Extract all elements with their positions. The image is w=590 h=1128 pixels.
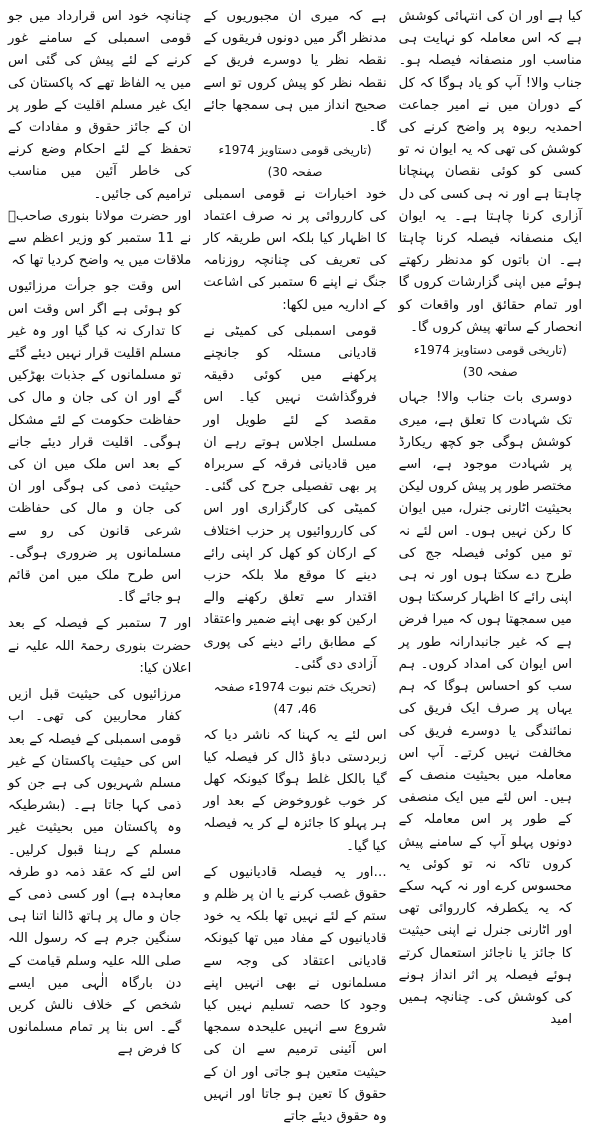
quote-paragraph: قومی اسمبلی کی کمیٹی نے قادیانی مسئلہ کو جانچنے پرکھنے میں کوئی دقیقہ فروگذاشت نہیں کیا۔ اس مقصد کے لئے طویل اور مسلسل اجلاس ہوتے رہے ان میں قادیانی فرقہ کے سربراہ پر بھی تفصیلی جرح کی گئی۔ کمیٹی کی کارگزاری اور اس کی کارروائیوں پر حزب اختلاف کے ارکان کو کھل کر اپنی رائے دینے کا موقع ملا بلکہ حزب اقتدار سے تعلق رکھنے والے ارکین کو بھی اپنے ضمیر واعتقاد کے مطابق رائے دینے کی پوری آزادی دی گئی۔ bbox=[203, 323, 377, 672]
paragraph: کیا ہے اور ان کی انتہائی کوشش ہے کہ اس معاملہ کو نہایت ہی مناسب اور منصفانہ فیصلہ ہو۔ جناب والا! آپ کو یاد ہوگا کہ کل کے دوران میں نے امیر جماعت احمدیہ ربوہ پر واضح کرنے کی کوشش کی تھی کہ یہ ایوان نہ تو کسی کو کوئی نقصان پہنچانا چاہتا ہے اور نہ ہی کسی کی دل آزاری کرنا چاہتا ہے۔ یہ ایوان ایک منصفانہ فیصلہ کرنا چاہتا ہے۔ ان باتوں کو مدنظر رکھتے ہوئے میں اپنی گزارشات کروں گا اور تمام حقائق اور واقعات کو انحصار کے ساتھ پیش کروں گا۔ bbox=[398, 9, 582, 335]
text-column-right bbox=[399, 6, 582, 1128]
text-column-left bbox=[8, 6, 191, 1128]
text-column-middle bbox=[203, 6, 386, 1128]
paragraph: ہے کہ میری ان مجبوریوں کے مدنظر اگر میں دونوں فریقوں کے نقطہ نظر یا دوسرے فریق کے نقطہ نظر کو پیش کروں تو اسے صحیح انداز میں ہی سمجھا جائے گا۔ bbox=[203, 9, 387, 136]
quote-paragraph: دوسری بات جناب والا! جہاں تک شہادت کا تعلق ہے، میری کوشش ہوگی جو کچھ ریکارڈ پر شہادت موجود ہے، اسے مختصر طور پر پیش کروں لیکن بحیثیت اٹارنی جنرل، میں ایوان کا رکن نہیں ہوں۔ اس لئے نہ تو میں کوئی فیصلہ جج کی طرح دے سکتا ہوں اور نہ ہی اپنی رائے کا اظہار کرسکتا ہوں میں سمجھتا ہوں کہ میرا فرض ہے کہ غیر جانبدارانہ طور پر اس ایوان کی امداد کروں۔ ہم سب کو احساس ہوگا کہ ہم یہاں پر صرف ایک فریق کی نمائندگی یا دوسرے فریق کی مخالفت نہیں کرتے۔ آپ اس معاملہ میں بحیثیت منصف کے ہیں۔ اس لئے میں ایک منصفی کے طور پر اس معاملہ کے دونوں پہلو آپ کے سامنے پیش کروں تاکہ نہ تو کوئی یہ محسوس کرے اور نہ کہہ سکے کہ یہ یکطرفہ کارروائی تھی اور اٹارنی جنرل نے اپنی حیثیت کا جائز یا ناجائز استعمال کرتے ہوئے فیصلہ پر اثر انداز ہونے کی کوشش کی۔ چنانچہ ہمیں امید bbox=[398, 390, 572, 1028]
citation: (تحریک ختم نبوت 1974ء صفحہ 46، 47) bbox=[213, 680, 377, 717]
paragraph: اور حضرت مولانا بنوری صاحبؒ نے 11 ستمبر کو وزیر اعظم سے ملاقات میں یہ واضح کردیا تھا کہ bbox=[8, 208, 192, 269]
paragraph: خود اخبارات نے قومی اسمبلی کی کارروائی پر نہ صرف اعتماد کا اظہار کیا بلکہ اس طریقہ کار کی تعریف کی چنانچہ روزنامہ جنگ نے اپنے 6 ستمبر کی اشاعت کے اداریہ میں لکھا: bbox=[203, 186, 387, 313]
paragraph: اس لئے یہ کہنا کہ ناشر دیا کہ زبردستی دباؤ ڈال کر فیصلہ کیا گیا بالکل غلط ہوگا کیونکہ کھل کر خوب غوروخوض کے بعد اور ہر پہلو کا جائزہ لے کر یہ فیصلہ کیا گیا۔ bbox=[203, 727, 387, 854]
paragraph: چنانچہ خود اس قرارداد میں جو قومی اسمبلی کے سامنے غور کرنے کے لئے پیش کی گئی اس میں یہ الفاظ تھے کہ پاکستان کی ایک غیر مسلم اقلیت کے طور پر ان کے جائز حقوق و مفادات کے تحفظ کے لئے احکام وضع کرنے کی خاطر آئین میں مناسب ترامیم کی جائیں۔ bbox=[8, 9, 192, 202]
quote-paragraph: اس وقت جو جرأت مرزائیوں کو ہوئی ہے اگر اس وقت اس کا تدارک نہ کیا گیا اور وہ غیر مسلم اقلیت قرار نہیں دیئے گئے تو مسلمانوں کے جذبات بھڑکیں گے اور ان کی جان و مال کی حفاظت حکومت کے لئے مشکل ہوگی۔ اقلیت قرار دیئے جانے کے بعد اس ملک میں ان کی حیثیت ذمی کی ہوگی اور ان کی جان و مال کی حفاظت شرعی قانون کی رو سے مسلمانوں پر ضروری ہوگی۔ اس طرح ملک میں امن قائم ہو جائے گا۔ bbox=[8, 279, 182, 606]
paragraph: اور 7 ستمبر کے فیصلہ کے بعد حضرت بنوری رحمۃ اللہ علیہ نے اعلان کیا: bbox=[8, 616, 192, 676]
citation: (تاریخی قومی دستاویز 1974ء صفحہ 30) bbox=[413, 343, 567, 380]
paragraph: …اور یہ فیصلہ قادیانیوں کے حقوق غصب کرنے یا ان پر ظلم و ستم کے لئے نہیں تھا بلکہ یہ خود قادیانیوں کے مفاد میں تھا کیونکہ قادیانی اعتقاد کی وجہ سے مسلمانوں نے بھی انہیں اپنے وجود کا حصہ تسلیم نہیں کیا شروع سے انہیں علیحدہ سمجھا اس آئینی ترمیم سے ان کی حیثیت متعین ہو جاتی اور ان کے حقوق کا تعین ہو جاتا اور انہیں وہ حقوق دیئے جاتے bbox=[203, 864, 387, 1124]
quote-paragraph: مرزائیوں کی حیثیت قبل ازیں کفار محاربین کی تھی۔ اب قومی اسمبلی کے فیصلہ کے بعد اس کی حیثیت پاکستان کے غیر مسلم شہریوں کی ہے جن کو ذمی کہا جاتا ہے۔ (بشرطیکہ وہ پاکستان میں بحیثیت غیر مسلم کے رہنا قبول کرلیں۔ اس لئے کہ عقد ذمہ دو طرفہ معاہدہ ہے) اور کسی ذمی کے جان و مال پر ہاتھ ڈالنا اتنا ہی سنگین جرم ہے کہ رسول اللہ صلی اللہ علیہ وسلم قیامت کے دن بارگاہ الٰہی میں ایسے شخص کے خلاف نالش کریں گے۔ اس بنا پر تمام مسلمانوں کا فرض ہے bbox=[8, 687, 182, 1058]
citation: (تاریخی قومی دستاویز 1974ء صفحہ 30) bbox=[218, 143, 372, 180]
